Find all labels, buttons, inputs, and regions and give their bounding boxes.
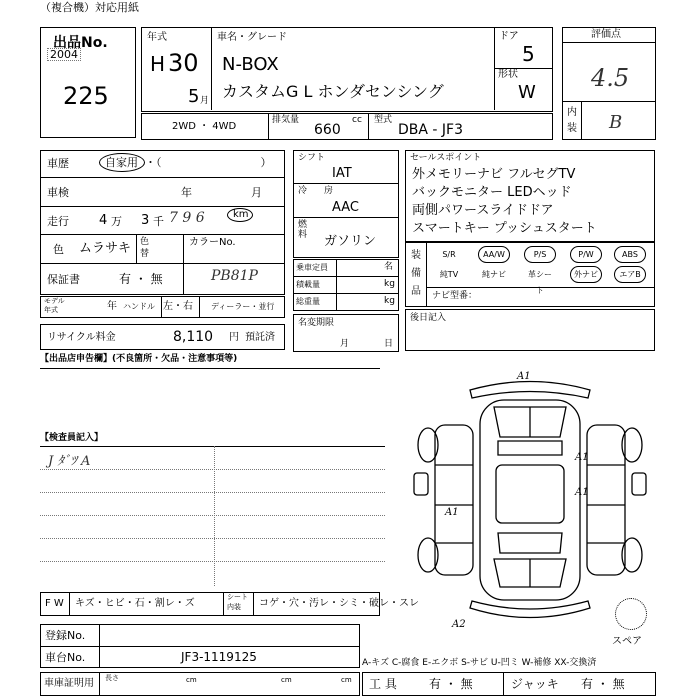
certificate-unit: cm xyxy=(186,676,197,684)
model-year-label-bottom: 年式 xyxy=(44,306,58,314)
equip-alloy-wheels: AA/W xyxy=(478,246,510,263)
equipment-label: 装 xyxy=(411,250,421,261)
ac-value: AAC xyxy=(332,200,359,215)
inspector-note: J ﾀﾞﾂ A xyxy=(48,454,91,469)
fuel-label-bottom: 料 xyxy=(298,230,308,240)
details-box xyxy=(40,150,285,295)
ac-label-top: 冷 xyxy=(298,186,308,196)
color-change-top: 色 xyxy=(140,237,150,247)
recycle-label: リサイクル料金 xyxy=(47,332,116,343)
deadline-day: 日 xyxy=(384,339,394,349)
history-value: 自家用 xyxy=(105,156,138,169)
drive-text: 2WD ・ 4WD xyxy=(172,121,237,132)
color-label: 色 xyxy=(53,243,64,256)
mileage-man-unit: 万 xyxy=(111,215,122,228)
tools-value: 有 ・ 無 xyxy=(429,677,473,691)
inspection-month-unit: 月 xyxy=(251,186,262,199)
equip-airbag: エアB xyxy=(614,266,646,283)
weight-label: 総重量 xyxy=(296,297,320,306)
sales-point-line: バックモニター LEDヘッド xyxy=(412,185,572,200)
capacity-box xyxy=(293,259,399,311)
doors-value: 5 xyxy=(522,42,535,66)
recycle-note: 預託済 xyxy=(245,332,275,343)
model-value: DBA - JF3 xyxy=(398,122,464,138)
mileage-sen-unit: 千 xyxy=(153,215,164,228)
registration-label: 登録No. xyxy=(45,629,86,642)
inspector-grid xyxy=(40,446,385,586)
frame-value: JF3-1119125 xyxy=(181,650,257,664)
mileage-hand: 7 9 6 xyxy=(169,210,205,226)
equip-external-navi: 外ナビ xyxy=(570,266,602,283)
ac-label-bottom: 房 xyxy=(324,186,334,196)
color-change-bottom: 替 xyxy=(140,249,150,259)
certificate-label: 車庫証明用 xyxy=(44,678,94,689)
warranty-value: 有 ・ 無 xyxy=(119,272,163,286)
frame-label: 車台No. xyxy=(45,651,86,664)
car-grade: カスタムG L ホンダセンシング xyxy=(222,82,444,101)
weight-unit: kg xyxy=(384,296,395,306)
equipment-label: 品 xyxy=(411,286,421,297)
spare-tire-icon xyxy=(615,598,647,630)
color-code-label: カラーNo. xyxy=(189,237,236,248)
fuel-label-top: 燃 xyxy=(298,220,308,230)
damage-mark: A1 xyxy=(517,371,531,382)
interior-damage-items: コゲ・穴・汚レ・シミ・破レ・スレ xyxy=(259,598,419,609)
year-era: H xyxy=(150,52,166,76)
damage-legend: A-キズ C-腐食 E-エクボ S-サビ U-凹ミ W-補修 XX-交換済 xyxy=(362,658,597,668)
jack-value: 有 ・ 無 xyxy=(581,677,625,691)
declaration-label: 【出品店申告欄】(不良箇所・欠品・注意事項等) xyxy=(40,354,238,364)
shape-label: 形状 xyxy=(498,69,518,80)
model-year-label-top: モデル xyxy=(44,297,65,305)
score-box xyxy=(562,27,656,140)
recycle-unit: 円 xyxy=(229,332,239,343)
mileage-unit: km xyxy=(233,209,249,220)
warranty-label: 保証書 xyxy=(47,273,80,286)
score-label: 評価点 xyxy=(591,29,621,40)
tools-label: 工 具 xyxy=(369,677,397,691)
certificate-sub: 長さ xyxy=(105,674,119,682)
sales-point-line: スマートキー プッシュスタート xyxy=(412,221,597,236)
interior-row xyxy=(40,592,419,616)
load-label: 積載量 xyxy=(296,280,320,289)
damage-mark: A2 xyxy=(452,619,466,630)
certificate-unit: cm xyxy=(281,676,292,684)
form-note: （複合機）対応用紙 xyxy=(40,1,139,14)
car-name: N-BOX xyxy=(222,54,279,75)
year-label: 年式 xyxy=(147,32,167,43)
car-label: 車名・グレード xyxy=(217,32,287,43)
model-year-row xyxy=(40,296,285,318)
equip-leather-seats: 革シート xyxy=(528,270,552,295)
after-input-label: 後日記入 xyxy=(410,313,447,323)
mileage-sen: 3 xyxy=(141,213,150,228)
year-value: 30 xyxy=(168,49,199,77)
vehicle-header-box xyxy=(141,27,553,112)
interior-label-top: 内 xyxy=(567,107,577,118)
lot-box xyxy=(40,27,136,138)
equip-power-windows: P/W xyxy=(570,246,602,263)
equip-abs: ABS xyxy=(614,246,646,263)
sales-point-line: 外メモリーナビ フルセグTV xyxy=(412,167,576,182)
model-year-unit: 年 xyxy=(107,301,117,312)
dealer-value: ディーラー・並行 xyxy=(211,302,275,311)
inspector-label: 【検査員記入】 xyxy=(40,433,104,443)
lot-label: 出品No. xyxy=(53,35,108,51)
interior-label: 内装 xyxy=(227,603,241,611)
sales-point-line: 両側パワースライドドア xyxy=(412,203,554,218)
load-unit: kg xyxy=(384,279,395,289)
model-label: 型式 xyxy=(374,115,393,125)
doors-label: ドア xyxy=(499,31,519,42)
mileage-man: 4 xyxy=(99,213,108,228)
equipment-box xyxy=(405,242,655,307)
displacement-unit: cc xyxy=(352,115,362,125)
lot-stamp: 2004 xyxy=(47,48,81,61)
handle-label: ハンドル xyxy=(123,302,155,311)
damage-mark: A1 xyxy=(575,487,589,498)
score-value: 4.5 xyxy=(591,64,630,92)
shift-label: シフト xyxy=(298,153,326,163)
history-rest: ・（ ） xyxy=(145,156,272,169)
color-value: ムラサキ xyxy=(79,241,132,256)
equipment-label: 備 xyxy=(411,268,421,279)
nav-model-label: ナビ型番： xyxy=(432,291,478,301)
damage-mark: A1 xyxy=(575,452,589,463)
recycle-row xyxy=(40,324,285,350)
capacity-unit: 名 xyxy=(384,262,394,272)
deadline-unit: 月 xyxy=(340,339,350,349)
capacity-label: 乗車定員 xyxy=(296,263,328,272)
year-month: 5 xyxy=(188,86,200,107)
seat-label: シート xyxy=(227,593,248,601)
recycle-value: 8,110 xyxy=(173,329,214,345)
displacement-label: 排気量 xyxy=(272,115,300,125)
interior-value: B xyxy=(609,112,623,133)
equip-genuine-tv: 純TV xyxy=(439,270,459,279)
certificate-unit: cm xyxy=(341,676,352,684)
sales-points-box xyxy=(405,150,655,242)
shape-value: W xyxy=(518,82,536,103)
inspection-label: 車検 xyxy=(47,186,69,199)
shift-value: IAT xyxy=(332,166,352,181)
spec-row xyxy=(141,113,553,140)
history-label: 車歴 xyxy=(47,157,69,170)
equip-power-steering: P/S xyxy=(524,246,556,263)
fw-label: F W xyxy=(45,598,64,609)
registration-box xyxy=(40,624,360,668)
lot-number: 225 xyxy=(63,82,109,110)
drivetrain-box xyxy=(293,150,399,258)
handle-value: 左・右 xyxy=(163,301,193,312)
jack-label: ジャッキ xyxy=(511,677,559,691)
damage-mark: A1 xyxy=(445,507,459,518)
exterior-damage-items: キズ・ヒビ・石・割レ・ズ xyxy=(75,598,195,609)
spare-label: スペア xyxy=(612,636,642,647)
inspection-year-unit: 年 xyxy=(181,186,192,199)
color-code: PB81P xyxy=(211,268,258,284)
deadline-label: 名変期限 xyxy=(298,318,335,328)
equip-genuine-navi: 純ナビ xyxy=(482,270,506,279)
displacement-value: 660 xyxy=(314,122,341,138)
tools-row xyxy=(362,672,656,696)
mileage-label: 走行 xyxy=(47,215,69,228)
interior-label-bottom: 装 xyxy=(567,123,577,134)
year-month-unit: 月 xyxy=(200,96,210,106)
sales-points-label: セールスポイント xyxy=(410,153,482,163)
fuel-value: ガソリン xyxy=(324,234,377,249)
deadline-box xyxy=(293,314,399,352)
vehicle-diagram xyxy=(410,365,650,635)
equip-sunroof: S/R xyxy=(442,250,456,259)
certificate-row xyxy=(40,672,360,696)
after-input-box xyxy=(405,309,655,351)
